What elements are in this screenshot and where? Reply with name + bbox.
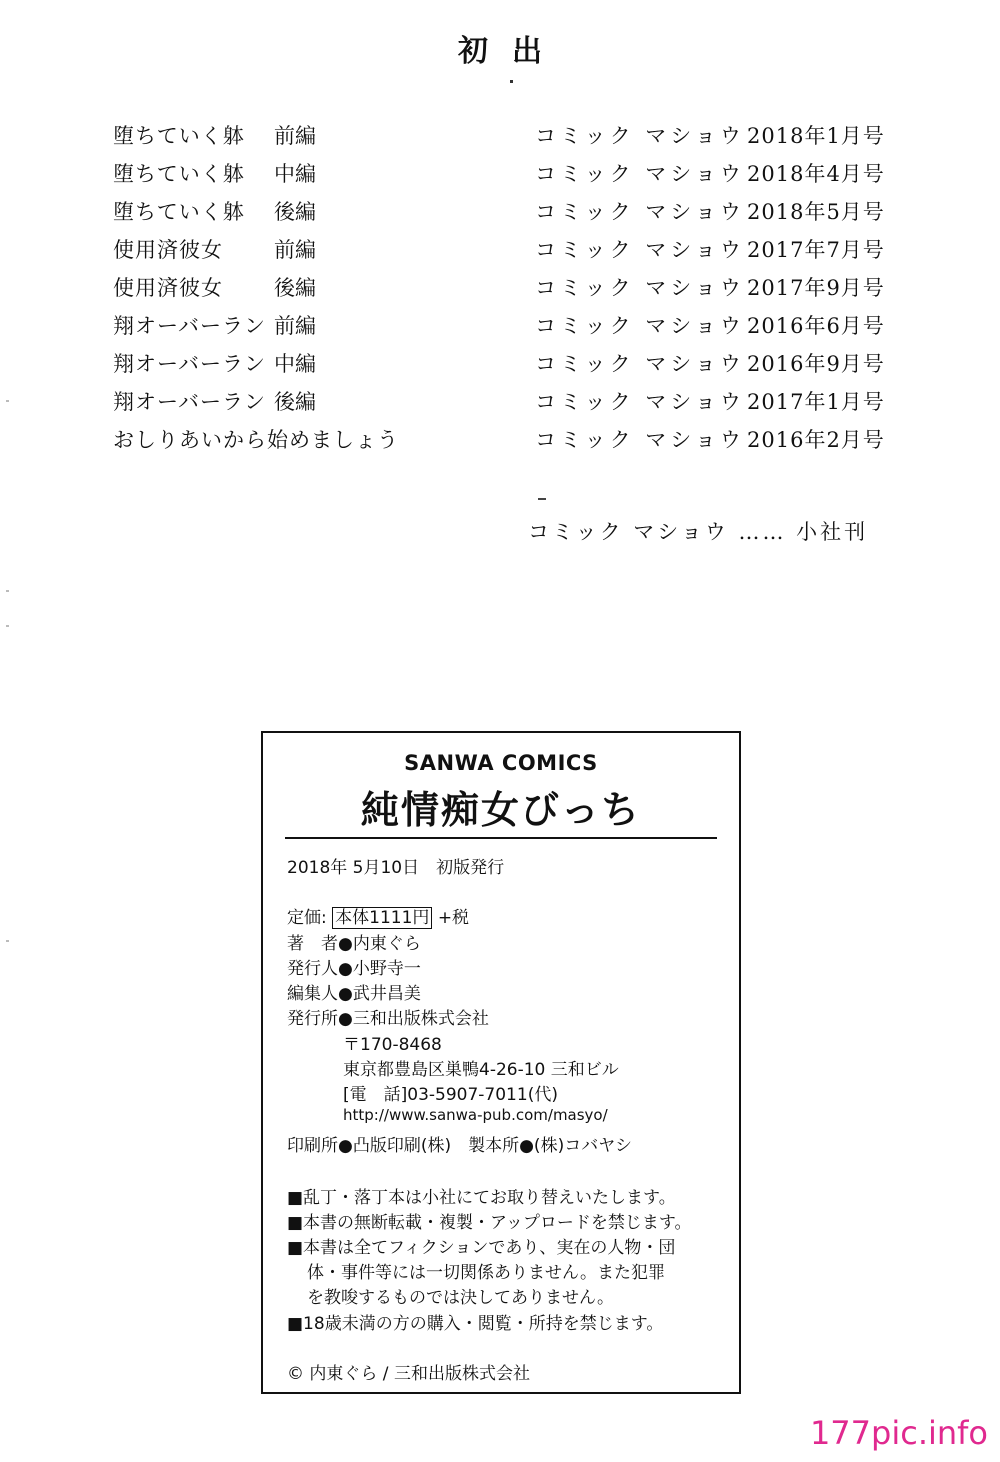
list-item <box>0 386 1000 422</box>
list-item <box>0 424 1000 460</box>
magazine-name: コミック マショウ <box>535 124 745 148</box>
story-title: 翔オーバーラン <box>113 390 266 414</box>
story-title: 使用済彼女 <box>113 276 223 300</box>
issue-date: 2016年6月号 <box>747 314 885 338</box>
magazine-name: コミック マショウ <box>535 314 745 338</box>
story-part: 中編 <box>274 162 316 186</box>
story-title: おしりあいから始めましょう <box>113 428 399 452</box>
list-item <box>0 158 1000 194</box>
story-part: 後編 <box>274 200 316 224</box>
magazine-name: コミック マショウ <box>535 352 745 376</box>
scan-mark <box>6 940 9 942</box>
book-title: 純情痴女びっち <box>360 787 641 832</box>
story-part: 後編 <box>274 276 316 300</box>
story-part: 前編 <box>274 238 316 262</box>
scan-mark <box>6 400 9 402</box>
list-item <box>0 348 1000 384</box>
magazine-name: コミック マショウ <box>535 428 745 452</box>
story-title: 翔オーバーラン <box>113 352 266 376</box>
edition-date: 2018年 5月10日 初版発行 <box>287 858 505 878</box>
watermark-text: 177pic.info <box>809 1414 988 1452</box>
scan-mark <box>6 625 9 627</box>
notice-line: 体・事件等には一切関係ありません。また犯罪 <box>307 1263 666 1283</box>
story-title: 堕ちていく躰 <box>113 124 245 148</box>
list-item <box>0 234 1000 270</box>
price-value: 本体1111円 <box>332 907 432 929</box>
issue-date: 2016年9月号 <box>747 352 885 376</box>
scan-mark <box>6 590 9 592</box>
note-dash <box>538 498 546 500</box>
origins-title: 初出 <box>458 34 566 69</box>
publisher-line: 発行所●三和出版株式会社 <box>287 1009 489 1029</box>
story-part: 前編 <box>274 124 316 148</box>
price-label: 定価: <box>287 908 327 928</box>
series-name: SANWA COMICS <box>404 751 598 775</box>
editor-line: 編集人●武井昌美 <box>287 984 421 1004</box>
magazine-name: コミック マショウ <box>535 276 745 300</box>
story-title: 堕ちていく躰 <box>113 162 245 186</box>
printing-line: 印刷所●凸版印刷(株) 製本所●(株)コバヤシ <box>287 1136 633 1156</box>
list-item <box>0 120 1000 156</box>
author-line: 著 者●内東ぐら <box>287 934 421 954</box>
title-dot <box>510 80 513 83</box>
title-rule <box>285 837 717 839</box>
notice-line: ■18歳未満の方の購入・閲覧・所持を禁じます。 <box>287 1314 664 1334</box>
story-title: 翔オーバーラン <box>113 314 266 338</box>
issue-date: 2017年9月号 <box>747 276 885 300</box>
price-line <box>287 903 469 928</box>
story-part: 前編 <box>274 314 316 338</box>
list-item <box>0 310 1000 346</box>
list-item <box>0 272 1000 308</box>
magazine-name: コミック マショウ <box>535 200 745 224</box>
story-title: 堕ちていく躰 <box>113 200 245 224</box>
list-item <box>0 196 1000 232</box>
phone: [電 話]03-5907-7011(代) <box>343 1085 558 1105</box>
magazine-name: コミック マショウ <box>535 162 745 186</box>
notice-line: ■本書は全てフィクションであり、実在の人物・団 <box>287 1238 676 1258</box>
issue-date: 2016年2月号 <box>747 428 885 452</box>
story-title: 使用済彼女 <box>113 238 223 262</box>
address: 東京都豊島区巣鴨4-26-10 三和ビル <box>343 1060 619 1080</box>
issue-date: 2017年1月号 <box>747 390 885 414</box>
magazine-name: コミック マショウ <box>535 390 745 414</box>
story-part: 中編 <box>274 352 316 376</box>
publisher-note: コミック マショウ …… 小社刊 <box>528 520 869 544</box>
issue-date: 2018年1月号 <box>747 124 885 148</box>
website-url: http://www.sanwa-pub.com/masyo/ <box>343 1106 608 1124</box>
price-tax: +税 <box>437 908 470 928</box>
notice-line: を教唆するものでは決してありません。 <box>307 1288 615 1308</box>
issue-date: 2018年4月号 <box>747 162 885 186</box>
notice-line: ■乱丁・落丁本は小社にてお取り替えいたします。 <box>287 1188 676 1208</box>
postal-code: 〒170-8468 <box>343 1035 442 1055</box>
copyright: © 内東ぐら / 三和出版株式会社 <box>287 1364 530 1384</box>
colophon-box <box>261 731 741 1394</box>
issue-date: 2018年5月号 <box>747 200 885 224</box>
magazine-name: コミック マショウ <box>535 238 745 262</box>
issue-date: 2017年7月号 <box>747 238 885 262</box>
story-part: 後編 <box>274 390 316 414</box>
notice-line: ■本書の無断転載・複製・アップロードを禁じます。 <box>287 1213 692 1233</box>
publisher-person-line: 発行人●小野寺一 <box>287 959 421 979</box>
